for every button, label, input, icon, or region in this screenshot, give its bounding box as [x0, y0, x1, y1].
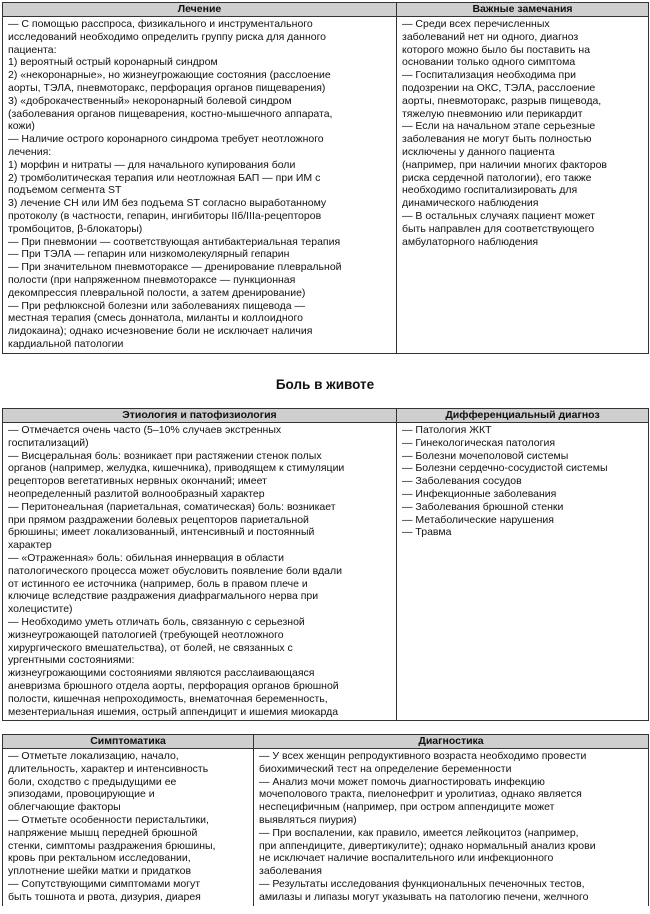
- text-line: аорты, ТЭЛА, пневмоторакс, перфорация органов пищеварения): [8, 81, 326, 94]
- text-line: — Инфекционные заболевания: [402, 487, 557, 500]
- text-line: хирургического вмешательства), от болей, не связанных с: [8, 641, 293, 654]
- text-line: — Госпитализация необходима при: [402, 69, 576, 82]
- text-line: эпизодами, провоцирующие и: [8, 788, 155, 801]
- text-line: полости, кишечная непроходимость, внематочная беременность,: [8, 692, 328, 705]
- symptoms-header: Симптоматика: [3, 735, 254, 749]
- treatment-table: [2, 2, 649, 354]
- text-line: — Болезни мочеполовой системы: [402, 449, 569, 462]
- text-line: биохимический тест на определение беременности: [259, 762, 512, 775]
- text-line: — При воспалении, как правило, имеется лейкоцитоз (например,: [259, 826, 579, 839]
- text-line: — Перитонеальная (париетальная, соматическая) боль: возникает: [8, 500, 336, 513]
- important-notes-cell: [397, 17, 649, 354]
- text-line: подозрении на ОКС, ТЭЛА, расслоение: [402, 81, 596, 94]
- text-line: быть тошнота и рвота, дизурия, диарея: [8, 890, 201, 903]
- text-line: амилазы и липазы могут указывать на патологию печени, желчного: [259, 890, 589, 903]
- text-line: — Болезни сердечно-сосудистой системы: [402, 462, 608, 475]
- text-line: — У всех женщин репродуктивного возраста необходимо провести: [259, 750, 587, 762]
- text-line: холецистите): [8, 603, 73, 616]
- text-line: (заболевания органов пищеварения, костно-мышечного аппарата,: [8, 107, 333, 120]
- text-line: — «Отраженная» боль: обильная иннервация в области: [8, 551, 284, 564]
- text-line: лечения:: [8, 145, 52, 158]
- text-line: тромбоцитов, β-блокаторы): [8, 222, 143, 235]
- text-line: уплотнение шейки матки и придатков: [8, 865, 192, 878]
- text-line: аневризма брюшного отдела аорты, перфорация органов брюшной: [8, 679, 339, 692]
- text-line: брюшины; имеет локализованный, интенсивный и постоянный: [8, 526, 315, 539]
- text-line: лидокаина); однако исчезновение боли не исключает наличия: [8, 325, 313, 338]
- text-line: — Сопутствующими симптомами могут: [8, 877, 201, 890]
- text-line: заболевания: [259, 865, 322, 878]
- section-title: Боль в животе: [275, 377, 375, 392]
- text-line: основании только одного симптома: [402, 56, 576, 69]
- text-line: — Анализ мочи может помочь диагностировать инфекцию: [259, 775, 545, 788]
- text-line: кожи): [8, 120, 35, 133]
- differential-diagnosis-cell: [397, 423, 649, 721]
- text-line: при прямом раздражении болевых рецепторов париетальной: [8, 513, 309, 526]
- text-line: — При рефлюксной болезни или заболеваниях пищевода —: [8, 299, 306, 312]
- diagnostics-cell: [254, 749, 649, 906]
- text-line: — Гинекологическая патология: [402, 436, 556, 449]
- text-line: патологического процесса может обусловить появление боли вдали: [8, 564, 342, 577]
- text-line: 3) лечение СН или ИМ без подъема ST согласно выработанному: [8, 197, 327, 210]
- text-line: госпитализаций): [8, 436, 89, 449]
- text-line: пациента:: [8, 43, 57, 56]
- text-line: необходимо госпитализировать для: [402, 184, 578, 197]
- text-line: подъемом сегмента ST: [8, 184, 122, 197]
- text-line: при аппендиците, дивертикулите); однако нормальный анализ крови: [259, 839, 596, 852]
- text-line: полости (при напряженном пневмотораксе — пункционная: [8, 273, 296, 286]
- text-line: — Результаты исследования функциональных печеночных тестов,: [259, 877, 585, 890]
- text-line: декомпрессия плевральной полости, а затем дренирование): [8, 286, 306, 299]
- text-line: — В остальных случаях пациент может: [402, 209, 595, 222]
- text-line: кардиальной патологии: [8, 337, 124, 350]
- text-line: мезентериальная ишемия, острый аппендицит и ишемия миокарда: [8, 705, 339, 718]
- text-line: динамического наблюдения: [402, 197, 539, 210]
- text-line: неопределенный разлитой волнообразный характер: [8, 487, 265, 500]
- text-line: тяжелую пневмонию или перикардит: [402, 107, 583, 120]
- text-line: исключены у данного пациента: [402, 145, 555, 158]
- treatment-header: Лечение: [3, 3, 397, 17]
- important-notes-header: Важные замечания: [397, 3, 649, 17]
- text-line: 2) «некоронарные», но жизнеугрожающие состояния (расслоение: [8, 69, 331, 82]
- text-line: — Наличие острого коронарного синдрома требует неотложного: [8, 133, 324, 146]
- text-line: — Если на начальном этапе серьезные: [402, 120, 596, 133]
- differential-diagnosis-header: Дифференциальный диагноз: [397, 409, 649, 423]
- text-line: напряжение мышц передней брюшной: [8, 826, 198, 839]
- text-line: жизнеугрожающей патологией (требующей неотложного: [8, 628, 284, 641]
- treatment-cell: [3, 17, 397, 354]
- text-line: — При ТЭЛА — гепарин или низкомолекулярный гепарин: [8, 248, 290, 261]
- text-line: жизнеугрожающими состояниями являются расслаивающаяся: [8, 667, 315, 680]
- text-line: не исключает наличие воспалительного или инфекционного: [259, 852, 554, 865]
- etiology-table: [2, 408, 649, 721]
- text-line: заболеваний нет ни одного, диагноз: [402, 30, 579, 43]
- etiology-cell: [3, 423, 397, 721]
- text-line: — Заболевания сосудов: [402, 475, 522, 488]
- text-line: — При значительном пневмотораксе — дренирование плевральной: [8, 261, 342, 274]
- diagnostics-header: Диагностика: [254, 735, 649, 749]
- text-line: 2) тромболитическая терапия или неотложная БАП — при ИМ с: [8, 171, 321, 184]
- text-line: облегчающие факторы: [8, 801, 121, 814]
- text-line: 3) «доброкачественный» некоронарный болевой синдром: [8, 94, 292, 107]
- text-line: — Заболевания брюшной стенки: [402, 500, 564, 513]
- text-line: исследований необходимо определить группу риска для данного: [8, 30, 327, 43]
- symptoms-diagnostics-table: [2, 734, 649, 906]
- text-line: мочеполового тракта, пиелонефрит и уролитиаз, однако является: [259, 788, 582, 801]
- text-line: — Отмечается очень часто (5–10% случаев экстренных: [8, 424, 282, 436]
- text-line: (например, при наличии многих факторов: [402, 158, 608, 171]
- text-line: — Метаболические нарушения: [402, 513, 554, 526]
- text-line: риска сердечной патологии), его также: [402, 171, 592, 184]
- text-line: органов (например, желудка, кишечника), приводящем к стимуляции: [8, 462, 345, 475]
- text-line: быть направлен для соответствующего: [402, 222, 595, 235]
- text-line: выявляться пиурия): [259, 813, 357, 826]
- text-line: амбулаторного наблюдения: [402, 235, 539, 248]
- text-line: — Необходимо уметь отличать боль, связанную с серьезной: [8, 615, 305, 628]
- text-line: ургентными состояниями:: [8, 654, 135, 667]
- text-line: аорты, пневмоторакс, разрыв пищевода,: [402, 94, 602, 107]
- text-line: от истинного ее источника (например, боль в правом плече и: [8, 577, 308, 590]
- text-line: заболевания не могут быть полностью: [402, 133, 592, 146]
- text-line: протоколу (в частности, гепарин, ингибиторы IIб/IIIа-рецепторов: [8, 209, 322, 222]
- text-line: — Отметьте особенности перистальтики,: [8, 813, 209, 826]
- symptoms-cell: [3, 749, 254, 906]
- text-line: ключице вследствие раздражения диафрагмального нерва при: [8, 590, 319, 603]
- text-line: — Среди всех перечисленных: [402, 18, 550, 30]
- text-line: местная терапия (смесь доннатола, миланты и коллоидного: [8, 312, 303, 325]
- text-line: боли, сходство с предыдущими ее: [8, 775, 177, 788]
- text-line: неспецифичным (например, при остром аппендиците может: [259, 801, 555, 814]
- text-line: длительность, характер и интенсивность: [8, 762, 209, 775]
- text-line: — Отметьте локализацию, начало,: [8, 750, 179, 762]
- text-line: — Висцеральная боль: возникает при растяжении стенок полых: [8, 449, 322, 462]
- text-line: характер: [8, 539, 52, 552]
- text-line: — При пневмонии — соответствующая антибактериальная терапия: [8, 235, 341, 248]
- text-line: — Патология ЖКТ: [402, 424, 492, 436]
- text-line: 1) морфин и нитраты — для начального купирования боли: [8, 158, 296, 171]
- text-line: рецепторов вегетативных нервных окончаний; имеет: [8, 475, 267, 488]
- text-line: — С помощью расспроса, физикального и инструментального: [8, 18, 313, 30]
- etiology-header: Этиология и патофизиология: [3, 409, 397, 423]
- text-line: — Травма: [402, 526, 452, 539]
- text-line: стенки, симптомы раздражения брюшины,: [8, 839, 216, 852]
- text-line: 1) вероятный острый коронарный синдром: [8, 56, 218, 69]
- text-line: которого можно было бы поставить на: [402, 43, 591, 56]
- text-line: кровь при ректальном исследовании,: [8, 852, 191, 865]
